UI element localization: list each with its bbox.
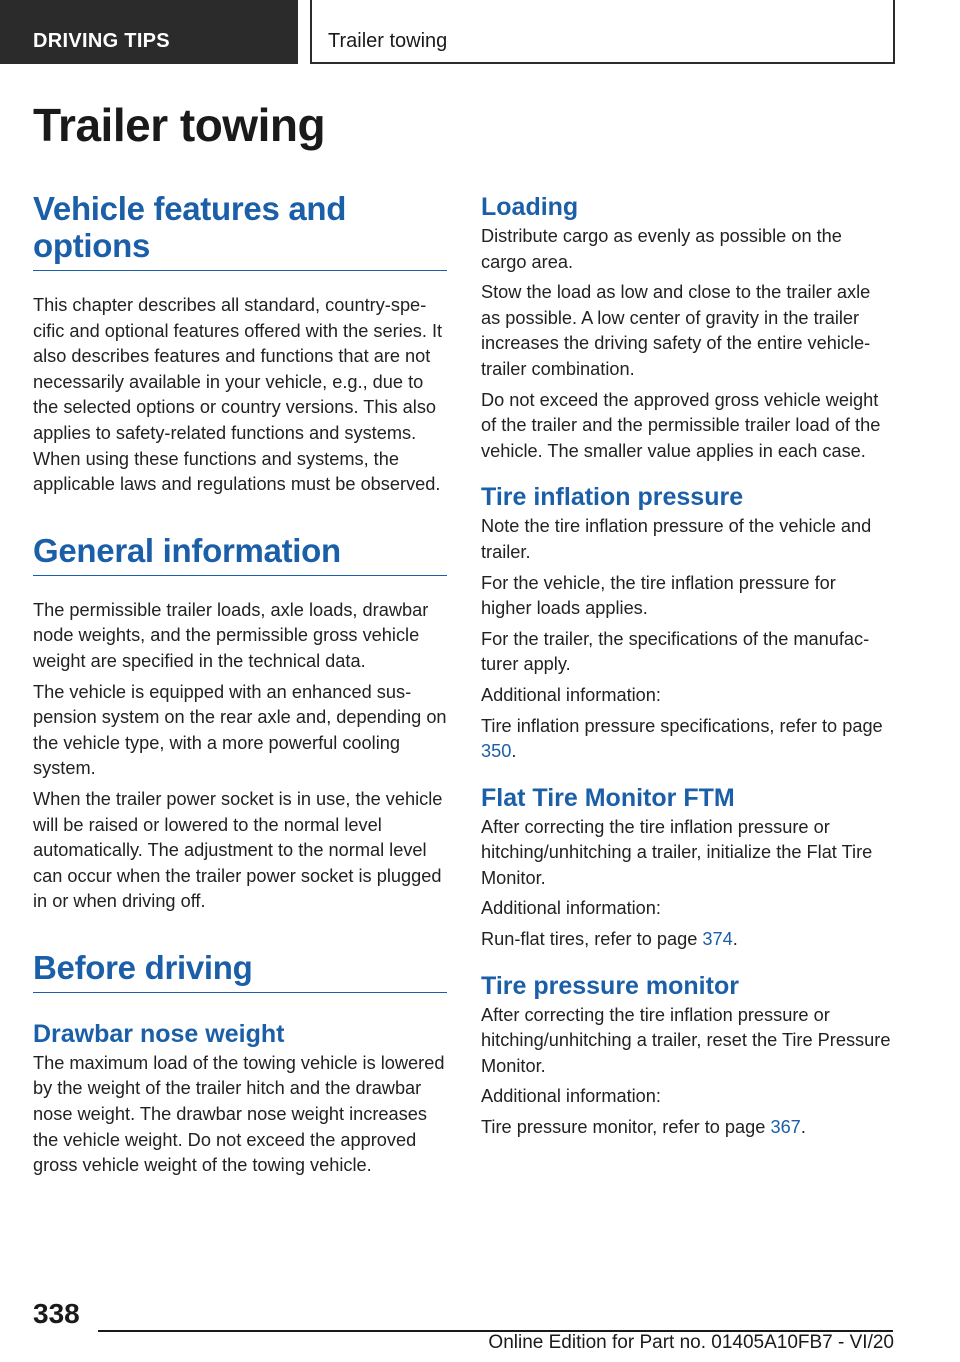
vehicle-features-paragraph: This chapter describes all standard, country-specific and optional features offered with the series. It also describes features and functions that are not necessarily available in your vehicle, e.g., due to the selected options or country versions. This also applies to safety-related functions and systems. When using these functions and systems, the applicable laws and regulations must be observed. bbox=[33, 295, 443, 495]
reference-end: . bbox=[732, 929, 738, 950]
heading-loading: Loading bbox=[481, 193, 579, 221]
heading-vehicle-features: Vehicle features and options bbox=[33, 190, 447, 271]
general-info-paragraph-1: The permissible trailer loads, axle loads, drawbar node weights, and the permissible gross vehicle weight are specified in the technical data. bbox=[33, 599, 429, 671]
tpm-paragraph-1: After correcting the tire inflation pressure or hitching/unhitching a trailer, reset the Tire Pressure Monitor. bbox=[481, 1004, 891, 1076]
reference-end: . bbox=[800, 1117, 806, 1138]
ftm-reference bbox=[481, 927, 891, 953]
section-tab: DRIVING TIPS bbox=[0, 0, 298, 64]
ftm-paragraph-2: Additional information: bbox=[481, 898, 661, 919]
heading-drawbar-nose-weight: Drawbar nose weight bbox=[33, 1019, 285, 1048]
heading-general-information: General information bbox=[33, 532, 447, 576]
heading-before-driving: Before driving bbox=[33, 949, 447, 993]
general-info-paragraph-2: The vehicle is equipped with an enhanced suspension system on the rear axle and, depending on the vehicle type, with a more powerful cooling system. bbox=[33, 681, 447, 779]
heading-tire-pressure-monitor: Tire pressure monitor bbox=[481, 971, 739, 1000]
page-header bbox=[0, 0, 960, 66]
chapter-tab: Trailer towing bbox=[310, 0, 895, 64]
reference-end: . bbox=[511, 741, 517, 762]
loading-paragraph-2: Stow the load as low and close to the trailer axle as possible. A low center of gravity in the trailer increases the driving safety of the entire vehicle-trailer combination. bbox=[481, 282, 871, 379]
reference-text: Run-flat tires, refer to page bbox=[481, 929, 703, 950]
page-link-374[interactable]: 374 bbox=[702, 929, 733, 950]
loading-paragraph-1: Distribute cargo as evenly as possible on the cargo area. bbox=[481, 226, 842, 272]
tire-pressure-paragraph-2: For the vehicle, the tire inflation pressure for higher loads applies. bbox=[481, 572, 836, 619]
ftm-paragraph-1: After correcting the tire inflation pressure or hitching/unhitching a trailer, initialize the Flat Tire Monitor. bbox=[481, 816, 873, 888]
left-column bbox=[33, 190, 447, 1184]
heading-flat-tire-monitor: Flat Tire Monitor FTM bbox=[481, 783, 735, 812]
tire-pressure-paragraph-1: Note the tire inflation pressure of the vehicle and trailer. bbox=[481, 516, 872, 562]
general-info-paragraph-3: When the trailer power socket is in use, the vehicle will be raised or lowered to the normal level automatically. The adjustment to the normal level can occur when the trailer power socket is plugged in or when driving off. bbox=[33, 788, 443, 912]
reference-text: Tire inflation pressure specifications, refer to page bbox=[481, 715, 883, 736]
tpm-paragraph-2: Additional information: bbox=[481, 1086, 661, 1107]
page-footer bbox=[0, 1290, 960, 1362]
tire-pressure-paragraph-4: Additional information: bbox=[481, 684, 661, 705]
page-link-350[interactable]: 350 bbox=[481, 741, 512, 762]
page-number: 338 bbox=[33, 1298, 80, 1329]
reference-text: Tire pressure monitor, refer to page bbox=[481, 1117, 771, 1138]
loading-paragraph-3: Do not exceed the approved gross vehicle weight of the trailer and the permissible trailer load of the vehicle. The smaller value applies in each case. bbox=[481, 389, 881, 461]
edition-note: Online Edition for Part no. 01405A10FB7 - VI/20 bbox=[488, 1332, 894, 1353]
right-column bbox=[481, 190, 891, 1146]
tire-pressure-paragraph-3: For the trailer, the specifications of the manufacturer apply. bbox=[481, 628, 870, 675]
page-title: Trailer towing bbox=[33, 99, 326, 151]
tire-pressure-reference bbox=[481, 714, 891, 765]
page-link-367[interactable]: 367 bbox=[770, 1117, 801, 1138]
drawbar-paragraph: The maximum load of the towing vehicle is lowered by the weight of the trailer hitch and the drawbar nose weight. The drawbar nose weight increases the vehicle weight. Do not exceed the approved gross vehicle weight of the towing vehicle. bbox=[33, 1052, 445, 1176]
heading-tire-inflation-pressure: Tire inflation pressure bbox=[481, 483, 744, 512]
tpm-reference bbox=[481, 1115, 891, 1141]
